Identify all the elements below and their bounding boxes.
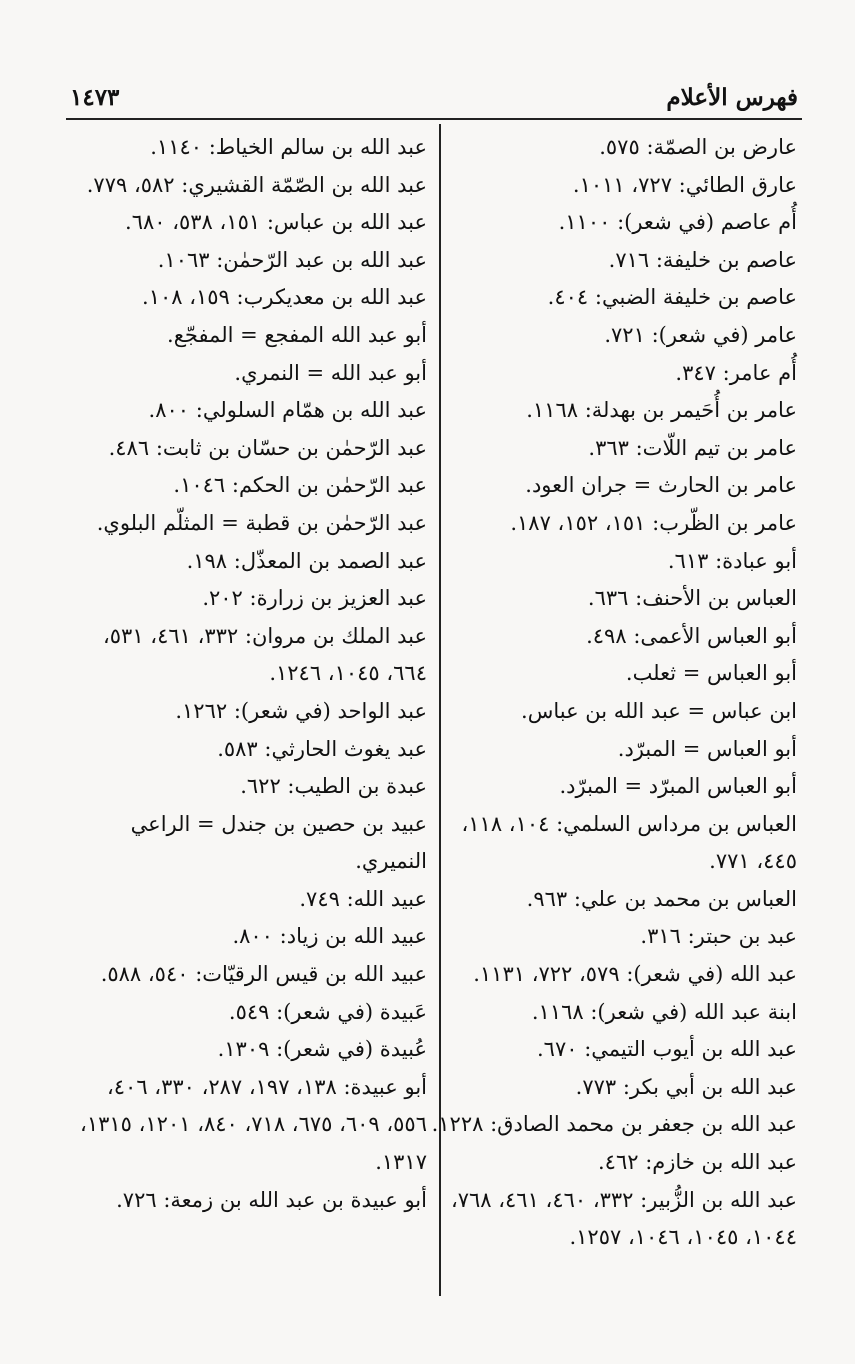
index-entry [427, 693, 797, 731]
entry-pages: ٧٢١. [604, 322, 645, 347]
index-entry [427, 430, 797, 468]
entry-pages: ٦١٣. [667, 548, 709, 573]
index-entry [427, 317, 797, 355]
entry-pages: ١١٠٠. [558, 210, 611, 235]
index-entry [427, 881, 797, 919]
entry-pages: ٦٣٦. [587, 586, 629, 611]
index-entry [67, 430, 427, 468]
entry-pages: ٨٠٠. [148, 398, 190, 423]
index-entry [427, 242, 797, 280]
index-entry [67, 129, 427, 167]
index-entry [67, 167, 427, 205]
index-entry [427, 580, 797, 618]
entry-pages: ١١٦٨. [526, 398, 579, 423]
entry-pages: ٣٣٢، ٤٦١، ٥٣١، ٦٦٤، ١٠٤٥، ١٢٤٦. [103, 623, 427, 686]
index-entry [427, 543, 797, 581]
index-entry [427, 204, 797, 242]
entry-name: عبد الله بن عبد الرّحمٰن: [216, 247, 427, 272]
entry-name: عبد الصمد بن المعذّل: [233, 548, 427, 573]
entry-pages: ٤٩٨. [586, 623, 627, 648]
index-entry [427, 505, 797, 543]
entry-pages: ١٢٢٨. [431, 1112, 484, 1137]
index-entry [67, 392, 427, 430]
entry-pages: ١١٦٨. [531, 999, 584, 1024]
index-entry [427, 956, 797, 994]
entry-name: أبو عبد الله المفجع = المفجّع. [167, 322, 427, 347]
index-entry [427, 1144, 797, 1182]
entry-pages: ٥٤٩. [228, 999, 270, 1024]
entry-pages: ٥٤٠، ٥٨٨. [100, 962, 189, 987]
entry-name: أبو عبيدة: [343, 1074, 427, 1099]
entry-name: عَبيدة (في شعر): [276, 999, 427, 1024]
entry-name: عبد الرّحمٰن بن قطبة = المثلّم البلوي. [96, 510, 427, 535]
entry-pages: ٦٢٢. [240, 774, 281, 799]
header-rule [66, 118, 802, 120]
index-entry [427, 1031, 797, 1069]
index-entry [427, 129, 797, 167]
index-entry [67, 1031, 427, 1069]
index-entry [67, 204, 427, 242]
entry-name: أبو العباس = المبرّد. [617, 736, 797, 761]
index-entry [67, 505, 427, 543]
entry-pages: ٨٠٠. [232, 924, 273, 949]
index-entry [427, 731, 797, 769]
entry-name: عبد بن حبتر: [687, 924, 797, 949]
entry-name: عاصم بن خليفة: [655, 247, 797, 272]
index-entry [67, 806, 427, 881]
entry-pages: ٧٢٦. [116, 1187, 157, 1212]
page-header [70, 78, 798, 118]
entry-name: عبد العزيز بن زرارة: [249, 586, 427, 611]
index-entry [67, 918, 427, 956]
entry-name: أُم عاصم (في شعر): [617, 210, 797, 235]
entry-pages: ٥٨٣. [217, 736, 258, 761]
entry-name: عامر بن الظّرب: [652, 510, 797, 535]
index-entry [67, 543, 427, 581]
entry-pages: ٣١٦. [640, 924, 681, 949]
entry-pages: ٣٦٣. [588, 435, 629, 460]
index-entry [427, 355, 797, 393]
entry-name: عبد الله بن أيوب التيمي: [584, 1037, 797, 1062]
index-entry [67, 693, 427, 731]
entry-pages: ٧٧٣. [575, 1074, 617, 1099]
entry-name: عبد يغوث الحارثي: [264, 736, 427, 761]
entry-name: عبد الله بن سالم الخياط: [208, 135, 427, 159]
index-entry [427, 768, 797, 806]
index-entry [427, 392, 797, 430]
entry-name: عبد الملك بن مروان: [244, 623, 427, 648]
entry-pages: ٤٠٤. [547, 285, 589, 310]
entry-name: أبو العباس = ثعلب. [625, 661, 797, 686]
entry-name: العباس بن الأحنف: [635, 586, 797, 611]
index-entry [67, 467, 427, 505]
entry-name: عبد الله بن خازم: [645, 1150, 797, 1175]
entry-name: عبدة بن الطيب: [287, 774, 427, 799]
entry-pages: ٤٦٢. [597, 1150, 639, 1175]
entry-pages: ١٥١، ٥٣٨، ٦٨٠. [125, 210, 261, 235]
entry-pages: ٥٧٩، ٧٢٢، ١١٣١. [473, 962, 620, 987]
entry-name: عامر بن أُحَيمر بن بهدلة: [584, 398, 797, 423]
entry-name: عبد الله بن الزُّبير: [640, 1187, 797, 1212]
entry-name: عبيد الله بن زياد: [279, 924, 427, 949]
entry-pages: ١٥١، ١٥٢، ١٨٧. [510, 510, 646, 535]
entry-pages: ٣٤٧. [675, 360, 716, 385]
entry-name: أبو العباس الأعمى: [633, 623, 797, 648]
entry-name: ابن عباس = عبد الله بن عباس. [521, 698, 797, 723]
entry-name: عبيد الله بن قيس الرقيّات: [195, 962, 427, 987]
index-entry [427, 1182, 797, 1257]
index-entry [427, 918, 797, 956]
index-entry [67, 1069, 427, 1182]
entry-name: عبد الله بن عباس: [266, 210, 427, 235]
entry-name: ابنة عبد الله (في شعر): [590, 999, 797, 1024]
entry-name: أُم عامر: [722, 360, 797, 385]
entry-pages: ٩٦٣. [526, 886, 568, 911]
entry-name: عبد الله (في شعر): [626, 962, 797, 987]
entry-name: عبد الله بن أبي بكر: [622, 1074, 797, 1099]
entry-name: عامر بن الحارث = جران العود. [525, 473, 797, 498]
entry-pages: ١٠٦٣. [157, 247, 210, 272]
entry-pages: ١٠٤، ١١٨، ٤٤٥، ٧٧١. [461, 811, 797, 874]
entry-pages: ٧١٦. [608, 247, 650, 272]
entry-name: أبو عبادة: [715, 548, 797, 573]
entry-name: عبد الواحد (في شعر): [233, 698, 427, 723]
entry-pages: ٣٣٢، ٤٦٠، ٤٦١، ٧٦٨، ١٠٤٤، ١٠٤٥، ١٠٤٦، ١٢٥٧. [450, 1187, 797, 1250]
index-entry [67, 994, 427, 1032]
entry-name: أبو العباس المبرّد = المبرّد. [559, 774, 797, 799]
index-entry [427, 1106, 797, 1144]
index-column-right [427, 129, 797, 1257]
entry-name: العباس بن محمد بن علي: [573, 886, 797, 911]
entry-pages: ٦٧٠. [536, 1037, 578, 1062]
index-entry [67, 242, 427, 280]
entry-name: عبد الله بن الصّمّة القشيري: [181, 172, 427, 197]
entry-pages: ١٣٨، ١٩٧، ٢٨٧، ٣٣٠، ٤٠٦، ٥٥٦، ٦٠٩، ٦٧٥، ٧١٨، ٨٤٠، ١٢٠١، ١٣١٥، ١٣١٧. [80, 1074, 427, 1175]
entry-name: عبد الله بن همّام السلولي: [195, 398, 427, 423]
index-entry [427, 994, 797, 1032]
entry-pages: ١٢٦٢. [175, 698, 228, 723]
entry-pages: ٢٠٢. [202, 586, 243, 611]
index-entry [67, 1182, 427, 1220]
index-entry [67, 881, 427, 919]
index-column-left [67, 129, 427, 1219]
entry-name: عبيد بن حصين بن جندل = الراعي النميري. [130, 811, 427, 874]
entry-name: عبد الرّحمٰن بن حسّان بن ثابت: [155, 435, 427, 460]
entry-pages: ٥٨٢، ٧٧٩. [86, 172, 175, 197]
entry-pages: ١٥٩، ١٠٨. [142, 285, 230, 310]
entry-name: عاصم بن خليفة الضبي: [594, 285, 797, 310]
entry-name: عبد الله بن معديكرب: [236, 285, 427, 310]
index-entry [67, 956, 427, 994]
entry-name: عارض بن الصمّة: [646, 135, 797, 159]
entry-pages: ١٠٤٦. [173, 473, 226, 498]
page-title: فهرس الأعلام [666, 84, 798, 111]
index-entry [427, 806, 797, 881]
entry-name: عبد الرّحمٰن بن الحكم: [231, 473, 427, 498]
entry-pages: ٧٤٩. [299, 886, 340, 911]
index-entry [67, 768, 427, 806]
index-entry [67, 317, 427, 355]
entry-name: أبو عبد الله = النمري. [234, 360, 427, 385]
index-entry [67, 731, 427, 769]
entry-name: عبد الله بن جعفر بن محمد الصادق: [490, 1112, 797, 1137]
index-entry [427, 467, 797, 505]
entry-pages: ١٣٠٩. [217, 1037, 270, 1062]
index-entry [427, 279, 797, 317]
index-entry [67, 279, 427, 317]
index-entry [427, 1069, 797, 1107]
page-number: ١٤٧٣ [70, 84, 120, 111]
entry-pages: ٥٧٥. [599, 135, 640, 159]
index-entry [67, 618, 427, 693]
index-entry [427, 618, 797, 656]
index-entry [427, 167, 797, 205]
entry-name: عارق الطائي: [678, 172, 797, 197]
entry-name: عُبيدة (في شعر): [276, 1037, 427, 1062]
index-entry [67, 355, 427, 393]
entry-pages: ٤٨٦. [108, 435, 150, 460]
entry-pages: ١١٤٠. [150, 135, 203, 159]
entry-name: عبيد الله: [346, 886, 427, 911]
entry-name: عامر (في شعر): [651, 322, 797, 347]
index-entry [67, 580, 427, 618]
entry-name: عامر بن تيم اللّات: [635, 435, 797, 460]
entry-name: أبو عبيدة بن عبد الله بن زمعة: [163, 1187, 427, 1212]
entry-name: العباس بن مرداس السلمي: [556, 811, 797, 836]
entry-pages: ٧٢٧، ١٠١١. [572, 172, 672, 197]
entry-pages: ١٩٨. [186, 548, 228, 573]
index-entry [427, 655, 797, 693]
